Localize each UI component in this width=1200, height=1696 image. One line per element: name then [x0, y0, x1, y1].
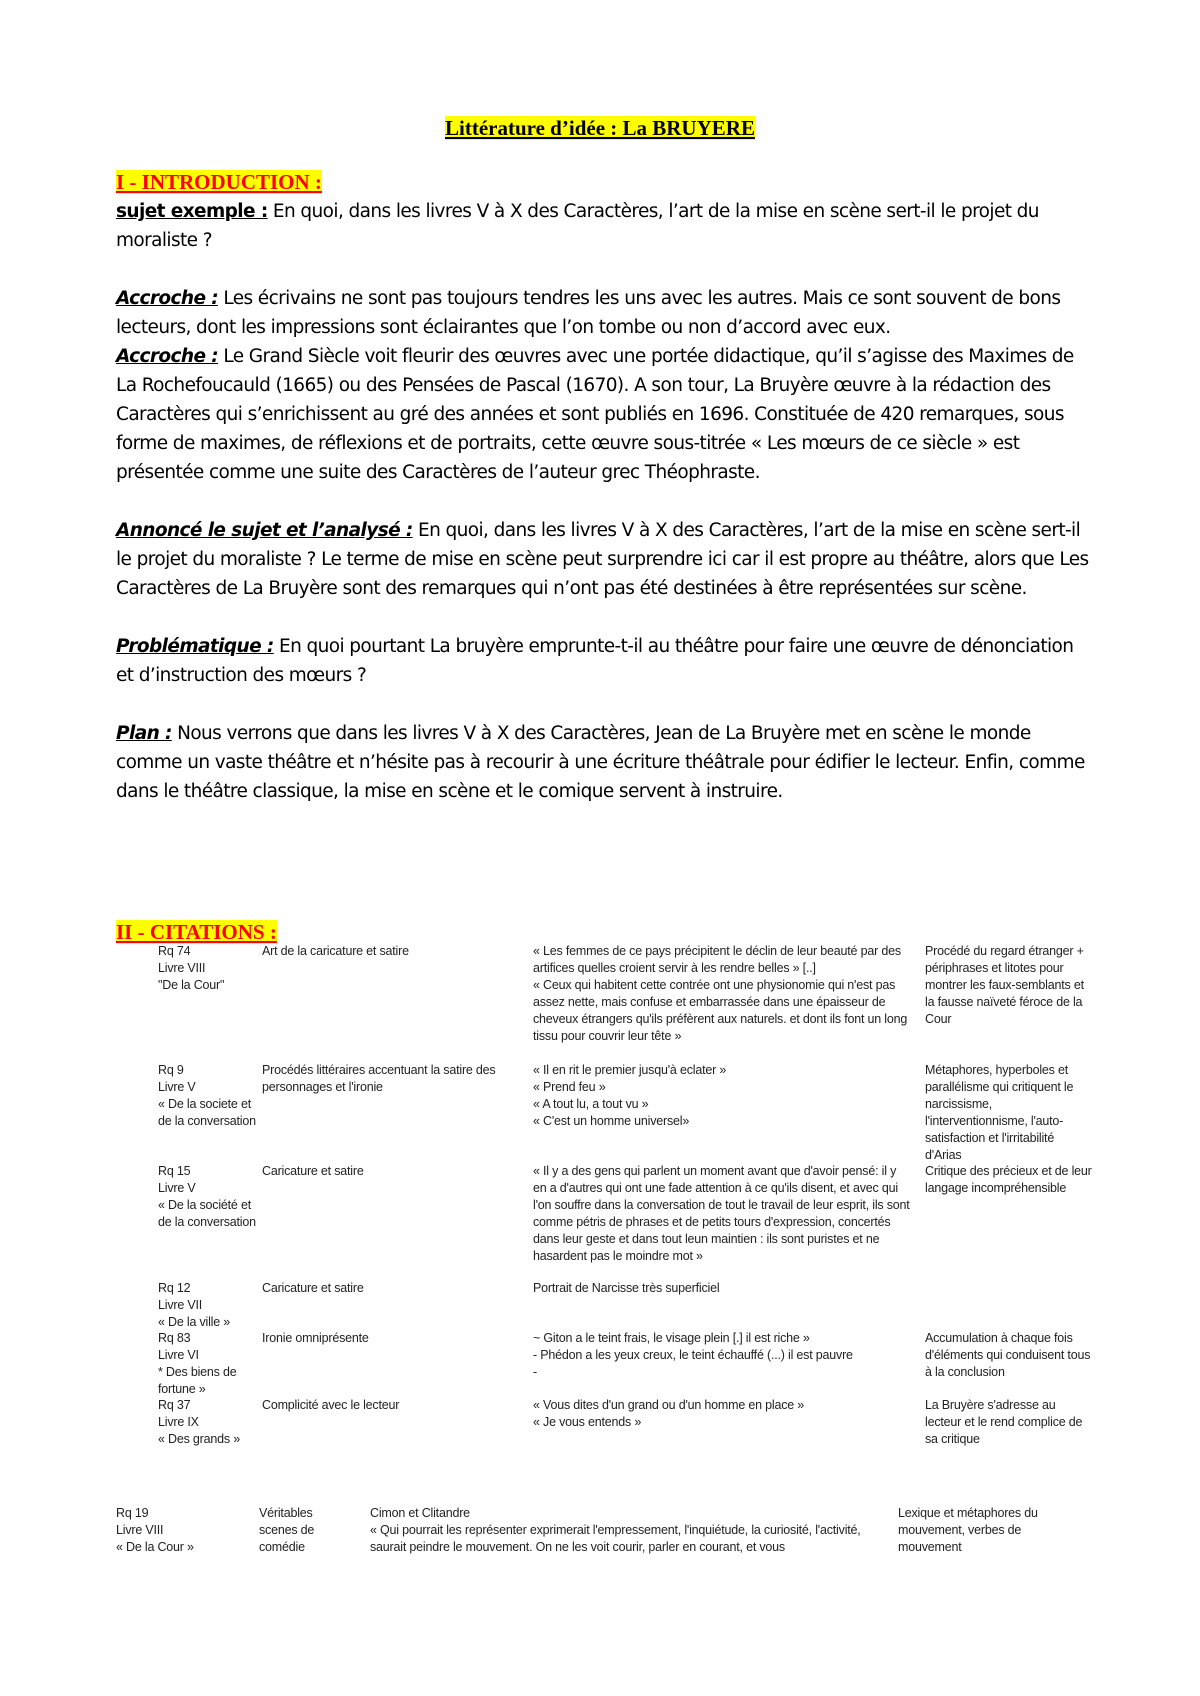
- table-cell-analysis: Métaphores, hyperboles et parallélisme qui critiquent le narcissisme, l'interventionnisme, l'auto-satisfaction et l'irritabilité d'Arias: [925, 1063, 1074, 1162]
- table-cell-quote: Cimon et Clitandre « Qui pourrait les représenter exprimerait l'empressement, l'inquiétude, la curiosité, l'activité, saurait peindre le mouvement. On ne les voit courir, parler en courant, et vous: [370, 1506, 861, 1554]
- accroche-1-text: Les écrivains ne sont pas toujours tendres les uns avec les autres. Mais ce sont souvent de bons lecteurs, dont les impressions sont éclairantes que l’on tombe ou non d’accord avec eux.: [116, 288, 1061, 338]
- table-cell-quote: « Il en rit le premier jusqu'à eclater » « Prend feu » « A tout lu, a tout vu » « C'est un homme universel»: [533, 1063, 727, 1128]
- table-cell-ref: Rq 83 Livre VI * Des biens de fortune »: [158, 1331, 237, 1396]
- table-cell-analysis: Procédé du regard étranger + périphrases et litotes pour montrer les faux-semblants et la fausse naïveté féroce de la Cour: [925, 944, 1084, 1026]
- plan-text: Nous verrons que dans les livres V à X des Caractères, Jean de La Bruyère met en scène le monde comme un vaste théâtre et n’hésite pas à recourir à une écriture théâtrale pour édifier le lecteur. Enfin, comme dans le théâtre classique, la mise en scène et le comique servent à instruire.: [116, 723, 1085, 802]
- accroche-2-text: Le Grand Siècle voit fleurir des œuvres avec une portée didactique, qu’il s’agisse des Maximes de La Rochefoucauld (1665) ou des Pensées de Pascal (1670). A son tour, La Bruyère œuvre à la rédaction des Caractères qui s’enrichissent au gré des années et sont publiés en 1696. Constituée de 420 remarques, sous forme de maximes, de réflexions et de portraits, cette œuvre sous-titrée « Les mœurs de ce siècle » est présentée comme une suite des Caractères de l’auteur grec Théophraste.: [116, 346, 1074, 483]
- table-cell-quote: « Il y a des gens qui parlent un moment avant que d'avoir pensé: il y en a d'autres qui ont une fade attention à ce qu'ils disent, et avec qui l'on souffre dans la conversation de tout le travail de leur esprit, ils sont comme pétris de phrases et de petits tours d'expression, concertés dans leur geste et dans tout leun maintien : ils sont puristes et ne hasardent pas le moindre mot »: [533, 1164, 910, 1263]
- table-cell-theme: Art de la caricature et satire: [262, 944, 409, 958]
- problematique-label: Problématique :: [116, 636, 274, 657]
- problematique-text: En quoi pourtant La bruyère emprunte-t-il au théâtre pour faire une œuvre de dénonciation et d’instruction des mœurs ?: [116, 636, 1074, 686]
- table-cell-ref: Rq 9 Livre V « De la societe et de la conversation: [158, 1063, 256, 1128]
- accroche-2-label: Accroche :: [116, 346, 219, 367]
- table-cell-theme: Caricature et satire: [262, 1281, 364, 1295]
- table-cell-ref: Rq 12 Livre VII « De la ville »: [158, 1281, 231, 1329]
- table-cell-analysis: Lexique et métaphores du mouvement, verbes de mouvement: [898, 1506, 1038, 1554]
- table-cell-analysis: Critique des précieux et de leur langage incompréhensible: [925, 1164, 1092, 1195]
- annonce-label: Annoncé le sujet et l’analysé :: [116, 520, 413, 541]
- table-cell-analysis: Accumulation à chaque fois d'éléments qui conduisent tous à la conclusion: [925, 1331, 1091, 1379]
- annonce-text: En quoi, dans les livres V à X des Caractères, l’art de la mise en scène sert-il le projet du moraliste ? Le terme de mise en scène peut surprendre ici car il est propre au théâtre, alors que Les Caractères de La Bruyère sont des remarques qui n’ont pas été destinées à être représentées sur scène.: [116, 520, 1089, 599]
- table-cell-theme: Complicité avec le lecteur: [262, 1398, 400, 1412]
- table-cell-ref: Rq 19 Livre VIII « De la Cour »: [116, 1506, 194, 1554]
- table-cell-theme: Ironie omniprésente: [262, 1331, 369, 1345]
- table-cell-theme: Procédés littéraires accentuant la satire des personnages et l'ironie: [262, 1063, 496, 1094]
- introduction-heading: I - INTRODUCTION :: [116, 170, 322, 194]
- sujet-text: En quoi, dans les livres V à X des Caractères, l’art de la mise en scène sert-il le projet du moraliste ?: [116, 201, 1039, 251]
- table-cell-analysis: La Bruyère s'adresse au lecteur et le rend complice de sa critique: [925, 1398, 1083, 1446]
- citations-heading: II - CITATIONS :: [116, 920, 277, 944]
- accroche-1-label: Accroche :: [116, 288, 219, 309]
- table-cell-theme: Caricature et satire: [262, 1164, 364, 1178]
- table-cell-ref: Rq 37 Livre IX « Des grands »: [158, 1398, 240, 1446]
- table-cell-quote: ~ Giton a le teint frais, le visage plein [.] il est riche » - Phédon a les yeux creux, le teint échauffé (...) il est pauvre -: [533, 1331, 853, 1379]
- sujet-label: sujet exemple :: [116, 201, 268, 222]
- document-title: Littérature d’idée : La BRUYERE: [445, 116, 755, 140]
- table-cell-quote: « Vous dites d'un grand ou d'un homme en place » « Je vous entends »: [533, 1398, 805, 1429]
- table-cell-ref: Rq 74 Livre VIII "De la Cour": [158, 944, 225, 992]
- table-cell-ref: Rq 15 Livre V « De la société et de la conversation: [158, 1164, 256, 1229]
- plan-label: Plan :: [116, 723, 172, 744]
- table-cell-quote: « Les femmes de ce pays précipitent le déclin de leur beauté par des artifices quelles croient servir à les rendre belles » [..] « Ceux qui habitent cette contrée ont une physionomie qui n'est pas assez nette, mais confuse et embarrassée dans une épaisseur de cheveux étrangers qu'ils préfèrent aux naturels. et dont ils font un long tissu pour couvrir leur tête »: [533, 944, 908, 1043]
- table-cell-quote: Portrait de Narcisse très superficiel: [533, 1281, 720, 1295]
- table-cell-theme: Véritables scenes de comédie: [259, 1506, 315, 1554]
